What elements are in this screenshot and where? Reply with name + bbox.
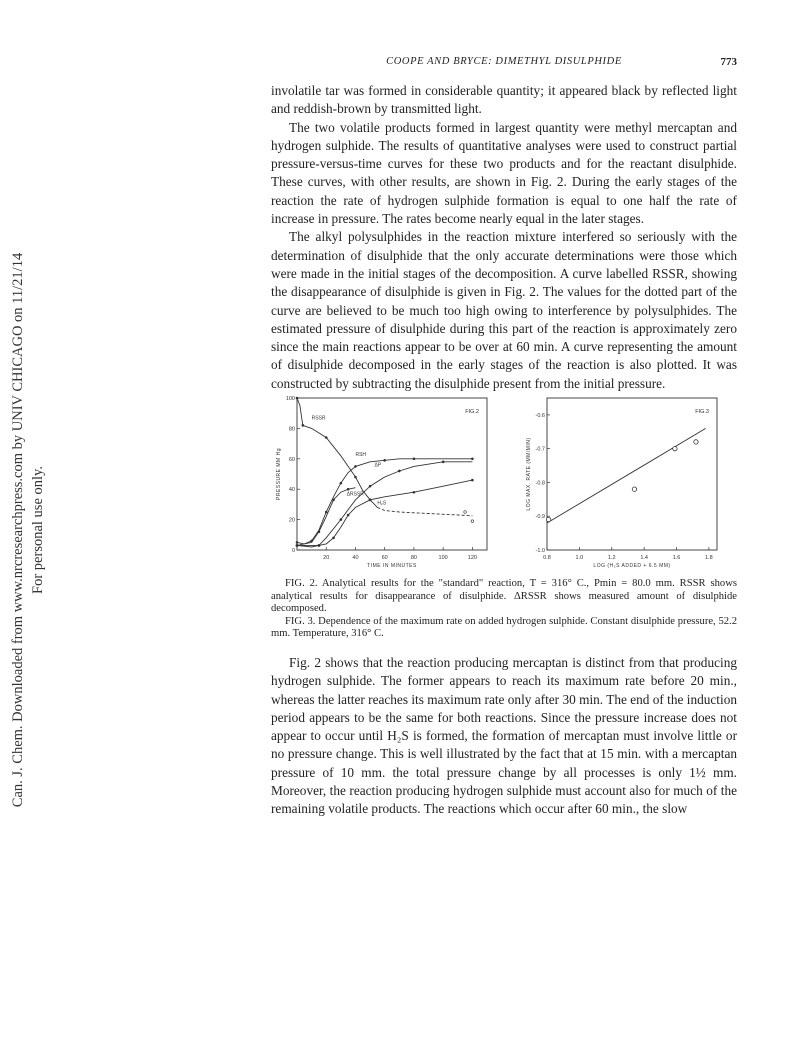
x-tick-label: 100 xyxy=(438,555,448,561)
fit-line xyxy=(547,428,706,523)
data-point xyxy=(318,544,321,547)
paragraph: Fig. 2 shows that the reaction producing mercaptan is distinct from that producing hydrogen sulphide. The former appears to reach its maximum rate before 20 min., whereas the latter reaches its maximum rate only after 30 min. The end of the induction period appears to be the same for both reactions. Since the pressure increase does not appear to occur until H₂S is formed, the formation of mercaptan must involve little or no pressure change. This is well illustrated by the fact that at 15 min. with a mercaptan pressure of 10 mm. the total pressure change by all processes is only 1½ mm. Moreover, the reaction producing hydrogen sulphide must account also for much of the remaining volatile products. The reactions which occur after 60 min., the slow xyxy=(271,655,737,817)
x-tick-label: 1.0 xyxy=(575,555,584,561)
data-point xyxy=(340,482,343,485)
figure-captions xyxy=(271,578,737,641)
x-tick-label: 120 xyxy=(467,555,477,561)
paragraph: involatile tar was formed in considerable quantity; it appeared black by reflected light and reddish-brown by transmitted light. xyxy=(271,83,737,117)
x-tick-label: 60 xyxy=(381,555,388,561)
data-point xyxy=(296,544,299,547)
data-point xyxy=(442,461,445,464)
data-point xyxy=(340,518,343,521)
x-tick-label: 1.2 xyxy=(607,555,616,561)
data-point xyxy=(332,537,335,540)
data-point xyxy=(354,465,357,468)
fig2-caption: FIG. 2. Analytical results for the "standard" reaction, T = 316° C., Pmin = 80.0 mm. RSSR shows analytical results for disappearance of disulphide. ΔRSSR shows measured amount of disulphide decomposed. xyxy=(271,578,737,615)
running-header xyxy=(271,56,737,74)
running-title: COOPE AND BRYCE: DIMETHYL DISULPHIDE xyxy=(386,56,622,67)
data-point xyxy=(369,485,372,488)
data-point xyxy=(296,397,299,400)
data-point xyxy=(471,479,474,482)
paragraph: The alkyl polysulphides in the reaction mixture interfered so seriously with the determination of disulphide that the only accurate determinations were those which were made in the initial stages of the decomposition. A curve labelled RSSR, showing the disappearance of disulphide is given in Fig. 2. The values for the dotted part of the curve are believed to be much too high owing to interference by polysulphides. The estimated pressure of disulphide during this part of the reaction is approximately zero since the main reactions appear to be over at 60 min. A curve representing the amount of disulphide decomposed in the early stages of the reaction is also plotted. It was constructed by subtracting the disulphide present from the initial pressure. xyxy=(271,229,737,391)
data-point xyxy=(354,476,357,479)
x-tick-label: 80 xyxy=(410,555,417,561)
y-tick-label: 40 xyxy=(288,487,295,494)
x-tick-label: 20 xyxy=(323,555,330,561)
data-point xyxy=(413,458,416,461)
x-axis-label: LOG (H₂S ADDED + 6.5 MM) xyxy=(593,563,671,569)
chart-title: FIG.3 xyxy=(695,409,709,415)
series-label: RSH xyxy=(355,451,367,458)
outlier-point xyxy=(464,511,467,514)
x-tick-label: 0.8 xyxy=(543,555,551,561)
y-tick-label: -1.0 xyxy=(535,548,545,554)
y-tick-label: -0.7 xyxy=(535,446,545,453)
data-point xyxy=(413,491,416,494)
fig3-chart xyxy=(515,392,725,572)
data-point xyxy=(546,517,550,521)
y-tick-label: 0 xyxy=(291,548,295,554)
data-point xyxy=(347,514,350,517)
x-tick-label: 1.8 xyxy=(705,555,713,561)
y-tick-label: 20 xyxy=(288,517,295,524)
series-label: RSSR xyxy=(311,415,326,422)
y-tick-label: 80 xyxy=(288,426,295,433)
series-label: ΔRSSR xyxy=(346,491,364,498)
plot-frame xyxy=(547,398,717,550)
series-line-RSSR-dotted xyxy=(377,507,472,515)
chart-title: FIG.2 xyxy=(465,409,479,415)
data-point xyxy=(694,440,698,444)
data-point xyxy=(296,541,299,544)
data-point xyxy=(325,436,328,439)
body-text-bottom xyxy=(271,654,737,819)
y-axis-label: PRESSURE MM Hg xyxy=(276,447,282,501)
data-point xyxy=(369,499,372,502)
data-point xyxy=(325,511,328,514)
data-point xyxy=(302,424,305,427)
y-axis-label: LOG MAX. RATE (MM/MIN) xyxy=(526,437,532,511)
x-axis-label: TIME IN MINUTES xyxy=(367,563,417,569)
paragraph: The two volatile products formed in largest quantity were methyl mercaptan and hydrogen sulphide. The results of quantitative analyses were used to construct partial pressure-versus-time curves for these two products and for the reactant disulphide. These curves, with other results, are shown in Fig. 2. During the early stages of the reaction the rate of hydrogen sulphide formation is equal to one half the rate of increase in pressure. The rates become nearly equal in the later stages. xyxy=(271,119,737,227)
series-label: H₂S xyxy=(377,500,387,507)
y-tick-label: -0.9 xyxy=(535,514,545,521)
y-tick-label: 60 xyxy=(288,456,295,463)
figures xyxy=(271,392,737,572)
data-point xyxy=(673,446,677,450)
x-tick-label: 40 xyxy=(352,555,359,561)
y-tick-label: -0.8 xyxy=(535,480,545,487)
data-point xyxy=(398,470,401,473)
fig2-chart xyxy=(271,392,501,572)
data-point xyxy=(347,488,350,491)
y-tick-label: -0.6 xyxy=(535,412,545,419)
page-number: 773 xyxy=(720,56,737,68)
x-tick-label: 1.6 xyxy=(672,555,681,561)
fig3-caption: FIG. 3. Dependence of the maximum rate on added hydrogen sulphide. Constant disulphide pressure, 52.2 mm. Temperature, 316° C. xyxy=(271,615,737,640)
body-text-top xyxy=(271,82,737,393)
x-tick-label: 1.4 xyxy=(640,555,648,561)
y-tick-label: 100 xyxy=(285,396,295,402)
data-point xyxy=(632,487,636,491)
data-point xyxy=(471,458,474,461)
data-point xyxy=(332,499,335,502)
data-point xyxy=(383,459,386,462)
series-label: ΔP xyxy=(374,462,382,469)
watermark-line-2: For personal use only. xyxy=(30,466,46,594)
data-point xyxy=(318,530,321,533)
series-line-H₂S xyxy=(297,480,472,545)
outlier-point xyxy=(471,520,474,523)
watermark-line-1: Can. J. Chem. Downloaded from www.nrcresearchpress.com by UNIV CHICAGO on 11/21/14 xyxy=(10,252,26,808)
download-watermark xyxy=(4,252,52,808)
